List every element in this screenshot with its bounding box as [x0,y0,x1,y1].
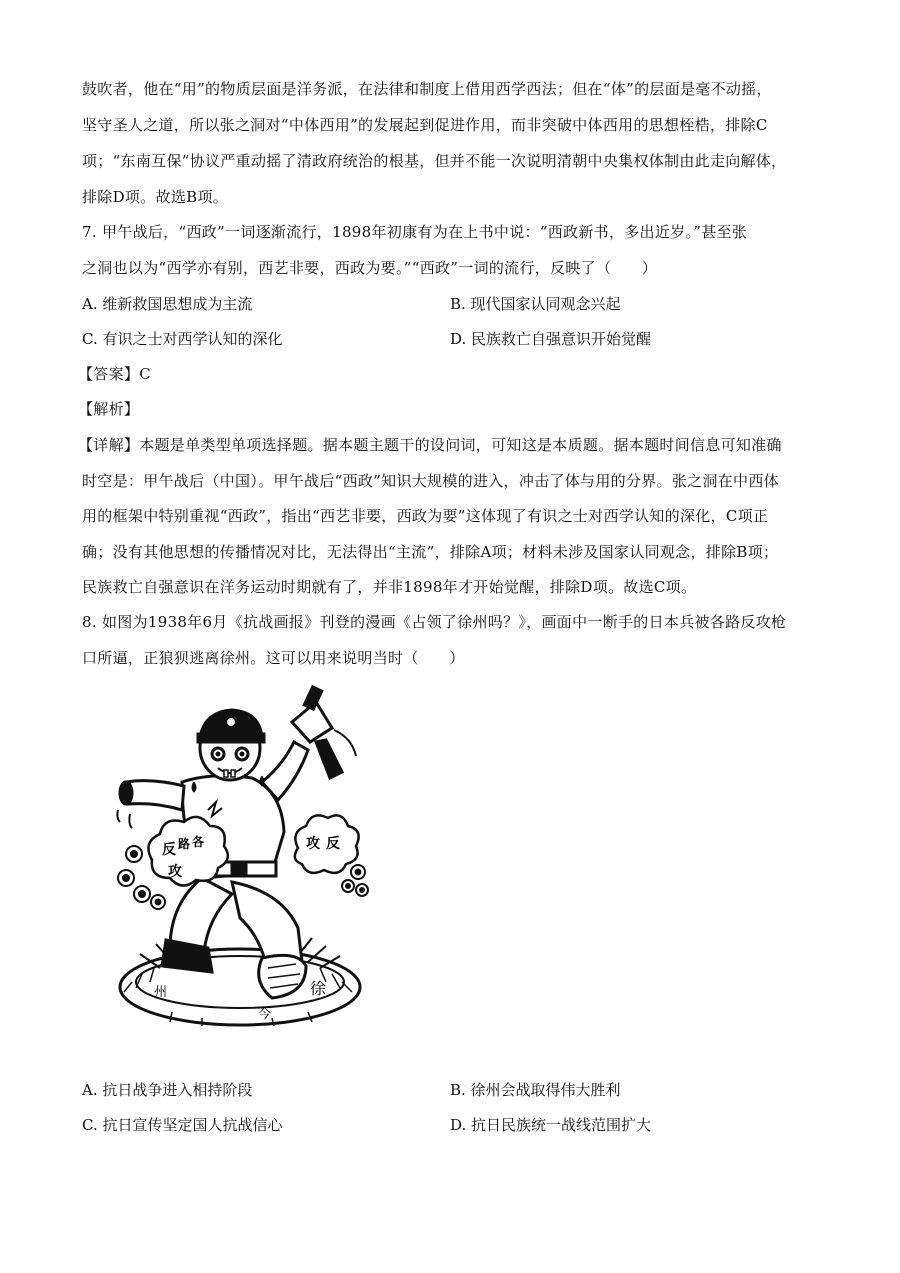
left-cloud-char: 攻 [168,864,182,880]
q7-detail-line: 确；没有其他思想的传播情况对比，无法得出“主流”，排除A项；材料未涉及国家认同观念，排除B项； [82,543,779,561]
analysis-line: 项；“东南互保”协议严重动摇了清政府统治的根基，但并不能一次说明清朝中央集权体制由此走向解体， [82,152,787,170]
question-8-stem: 8. 如图为1938年6月《抗战画报》刊登的漫画《占领了徐州吗？》，画面中一断手的日本兵被各路反攻枪 [82,613,787,631]
analysis-line: 排除D项。故选B项。 [82,188,229,206]
q7-detail-line: 民族救亡自强意识在洋务运动时期就有了，并非1898年才开始觉醒，排除D项。故选C项。 [82,578,697,596]
counterattack-cloud-right [295,815,368,896]
q8-option-d: D. 抗日民族统一战线范围扩大 [450,1116,652,1134]
right-cloud-char: 攻 [306,836,320,852]
q8-option-a: A. 抗日战争进入相持阶段 [82,1081,253,1099]
question-7-stem: 之洞也以为“西学亦有别，西艺非要，西政为要。”“西政”一词的流行，反映了（ ） [82,259,658,277]
q8-option-b: B. 徐州会战取得伟大胜利 [450,1081,621,1099]
ground-text-jin: 今 [258,1007,272,1022]
q7-detail-line: 时空是：甲午战后（中国）。甲午战后“西政”知识大规模的进入，冲击了体与用的分界。张之洞在中西体 [82,472,779,490]
q7-detail-line: 用的框架中特别重视“西政”，指出“西艺非要，西政为要”这体现了有识之士对西学认知的深化，C项正 [82,507,769,525]
xuzhou-wall [120,926,360,1026]
q7-answer: 【答案】C [78,365,151,383]
right-cloud-char: 反 [326,836,340,852]
q7-option-b: B. 现代国家认同观念兴起 [450,295,621,313]
question-8-stem: 口所逼，正狼狈逃离徐州。这可以用来说明当时（ ） [82,649,465,667]
question-7-stem: 7. 甲午战后，“西政”一词逐渐流行，1898年初康有为在上书中说：“西政新书，多出近岁。”甚至张 [82,223,748,241]
left-cloud-char: 路 [178,837,191,851]
ground-text-xu: 徐 [310,979,327,998]
q7-analysis-title: 【解析】 [78,400,140,418]
ground-text-zhou: 州 [154,985,168,1000]
q7-detail-line: 【详解】本题是单类型单项选择题。据本题主题干的设问词，可知这是本质题。据本题时间信息可知准确 [78,436,782,454]
analysis-line: 鼓吹者，他在“用”的物质层面是洋务派，在法律和制度上借用西学西法；但在“体”的层面是毫不动摇， [82,80,772,98]
left-cloud-char: 各 [192,835,205,849]
analysis-line: 坚守圣人之道，所以张之洞对“中体西用”的发展起到促进作用，而非突破中体西用的思想桎梏，排除C [82,116,768,134]
cartoon-illustration [112,682,372,1042]
q7-option-a: A. 维新救国思想成为主流 [82,295,253,313]
q8-option-c: C. 抗日宣传坚定国人抗战信心 [82,1116,283,1134]
left-cloud-char: 反 [162,842,176,858]
q7-option-d: D. 民族救亡自强意识开始觉醒 [450,330,652,348]
q7-option-c: C. 有识之士对西学认知的深化 [82,330,283,348]
